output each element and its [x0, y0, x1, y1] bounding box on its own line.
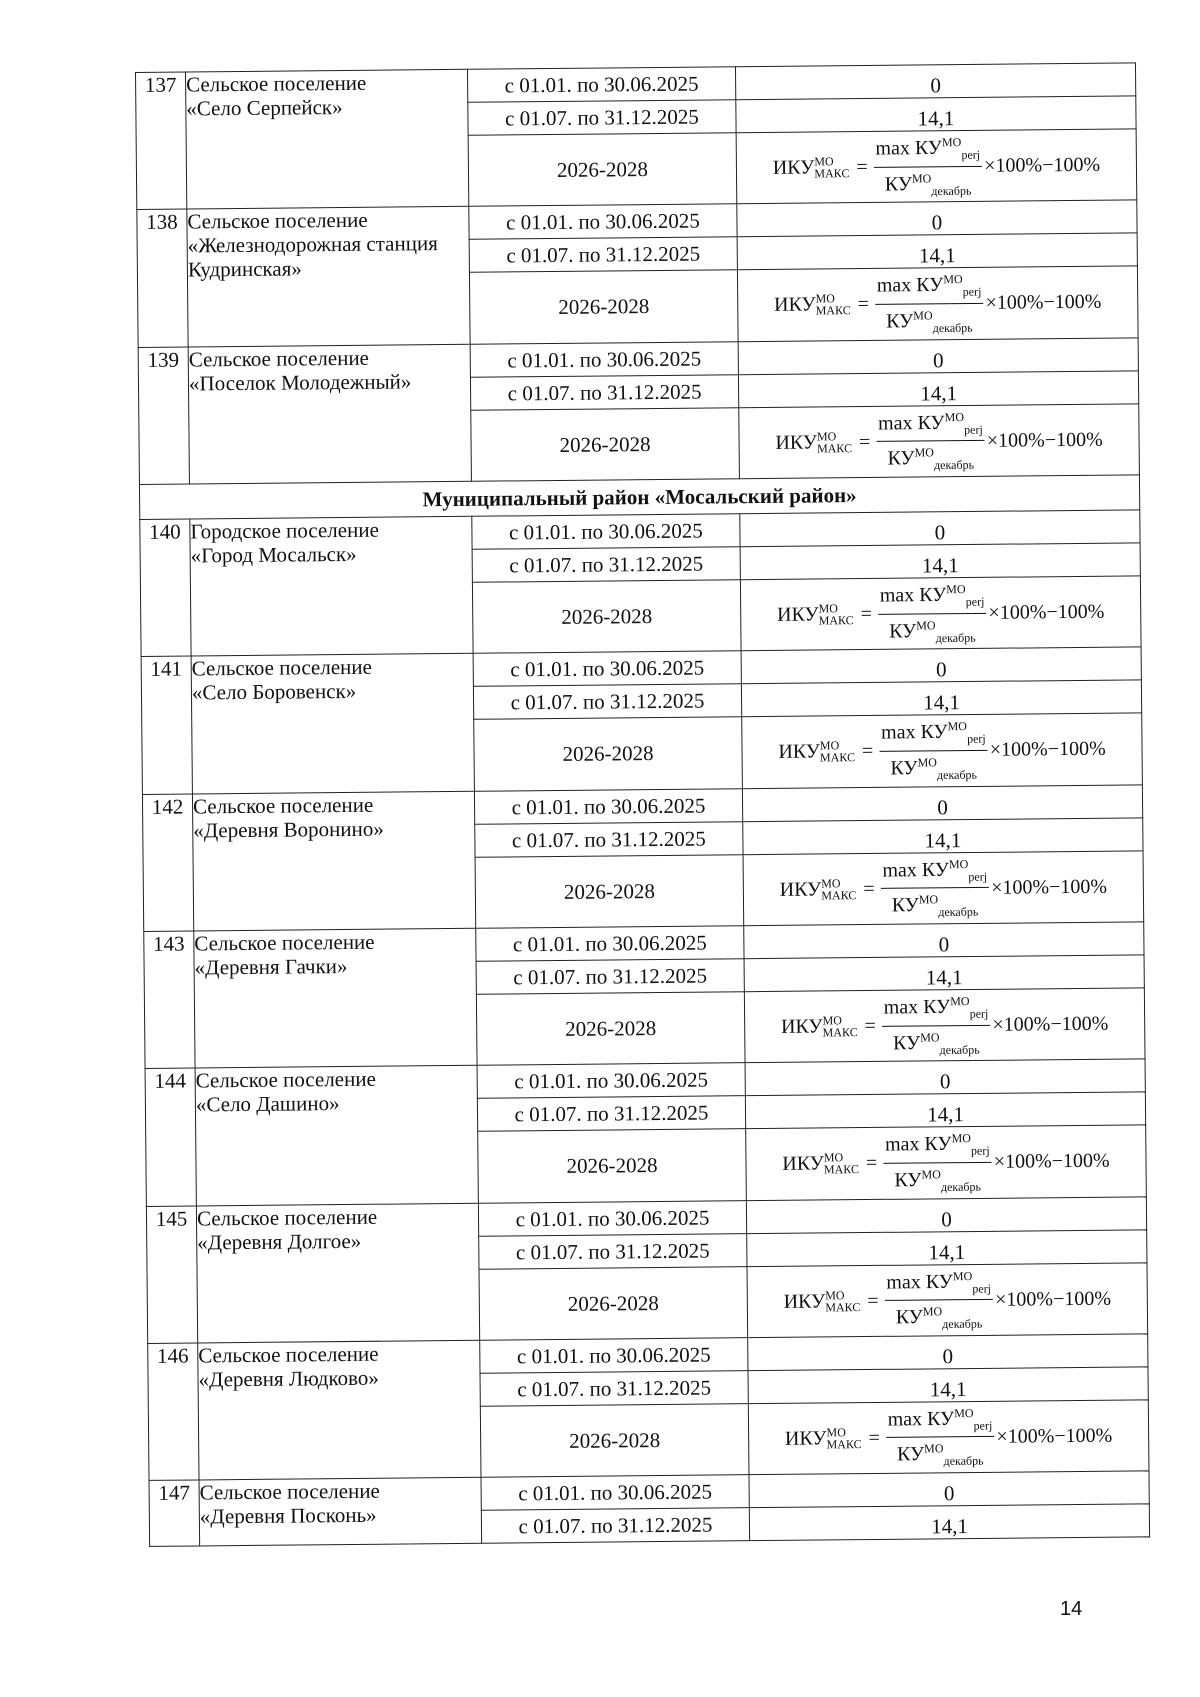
- value-second-half: 14,1: [747, 1229, 1147, 1266]
- settlement-type: Сельское поселение: [196, 1204, 378, 1230]
- row-number: 137: [136, 72, 187, 210]
- formula-den-sup: МО: [917, 755, 937, 770]
- section-title: Муниципальный район «Мосальский район»: [139, 475, 1139, 520]
- formula-den-sup: МО: [911, 171, 932, 186]
- formula-numerator: [873, 131, 982, 168]
- formula-fraction: [878, 578, 987, 649]
- value-second-half: 14,1: [748, 1367, 1148, 1404]
- formula-lhs-sub: МАКС: [819, 750, 856, 765]
- formula-den: КУ: [889, 619, 917, 643]
- formula-cell: [736, 129, 1137, 204]
- formula-den-sup: МО: [913, 308, 933, 323]
- formula-num: max КУ: [886, 1270, 954, 1293]
- settlement-name-cell: [191, 654, 474, 794]
- settlement-name-cell: [186, 69, 469, 209]
- formula-tail: ×100%−100%: [988, 600, 1105, 624]
- period-years: 2026-2028: [478, 1129, 747, 1203]
- settlement-type: Сельское поселение: [192, 792, 374, 819]
- period-years: 2026-2028: [475, 854, 744, 928]
- formula-cell: [740, 576, 1141, 651]
- formula-num-sub: perj: [965, 594, 985, 609]
- settlement-name: «Железнодорожная станция: [187, 231, 438, 258]
- formula-lhs: ИКУ: [780, 1015, 823, 1038]
- period-first-half: с 01.01. по 30.06.2025: [473, 651, 741, 687]
- formula-den: КУ: [884, 172, 913, 196]
- formula-lhs-sub: МАКС: [825, 1299, 861, 1315]
- formula-eq: =: [863, 877, 875, 900]
- formula-den: КУ: [886, 310, 914, 333]
- value-second-half: 14,1: [744, 955, 1144, 992]
- settlement-type: Сельское поселение: [194, 929, 375, 956]
- settlement-type: Городское поселение: [190, 517, 379, 544]
- formula-num-sup: МО: [950, 993, 970, 1009]
- formula: [741, 576, 1141, 650]
- formula: [737, 129, 1137, 203]
- table-body-kaluga-rows: [136, 63, 1140, 485]
- formula-lhs-indices: [816, 293, 851, 317]
- formula-denominator: [889, 614, 976, 649]
- formula-num: max КУ: [887, 1407, 955, 1431]
- period-years: 2026-2028: [480, 1403, 749, 1477]
- formula-tail: ×100%−100%: [991, 875, 1108, 899]
- formula-tail: ×100%−100%: [984, 153, 1101, 178]
- formula-lhs-indices: [826, 1426, 861, 1450]
- formula-fraction: [883, 1127, 992, 1198]
- formula-denominator: [886, 304, 973, 339]
- value-first-half: 0: [744, 922, 1144, 959]
- formula-numerator: [880, 852, 989, 889]
- formula-eq: =: [864, 1014, 877, 1038]
- tariff-table: [135, 62, 1150, 1547]
- formula-den-sup: МО: [922, 1304, 943, 1319]
- formula-den: КУ: [896, 1443, 925, 1466]
- formula-denominator: [885, 167, 972, 202]
- formula-cell: [744, 988, 1145, 1063]
- formula-num-sub: perj: [969, 1006, 989, 1021]
- period-years: 2026-2028: [468, 133, 737, 207]
- value-second-half: 14,1: [737, 233, 1137, 270]
- formula-num-sub: perj: [972, 1280, 992, 1296]
- formula: [738, 267, 1138, 341]
- value-second-half: 14,1: [743, 817, 1143, 854]
- period-second-half: с 01.07. по 31.12.2025: [481, 1508, 749, 1544]
- formula-num: max КУ: [879, 583, 947, 607]
- period-first-half: с 01.01. по 30.06.2025: [467, 67, 735, 103]
- period-second-half: с 01.07. по 31.12.2025: [480, 1370, 748, 1406]
- formula-num-sup: МО: [941, 135, 962, 150]
- settlement-name-cell: [199, 1477, 482, 1546]
- formula-eq: =: [860, 603, 873, 626]
- settlement-name-cell: [190, 516, 473, 656]
- period-first-half: с 01.01. по 30.06.2025: [472, 514, 740, 550]
- formula-lhs-sub: МАКС: [822, 1025, 858, 1040]
- formula-cell: [737, 266, 1138, 341]
- formula-cell: [739, 404, 1140, 479]
- formula-eq: =: [867, 1289, 879, 1312]
- formula-cell: [742, 713, 1143, 788]
- row-number: 138: [137, 209, 188, 347]
- formula-lhs: ИКУ: [775, 431, 818, 454]
- formula-num-sub: perj: [961, 147, 981, 162]
- value-first-half: 0: [749, 1471, 1149, 1508]
- page-number: 14: [1060, 1598, 1083, 1620]
- period-years: 2026-2028: [474, 717, 743, 791]
- period-second-half: с 01.07. по 31.12.2025: [468, 100, 736, 136]
- settlement-type: Сельское поселение: [195, 1066, 376, 1093]
- formula-den: КУ: [894, 1169, 922, 1192]
- formula-den-sup: МО: [924, 1441, 944, 1456]
- formula-denominator: [892, 888, 979, 923]
- settlement-type: Сельское поселение: [188, 345, 370, 372]
- formula-num: max КУ: [878, 411, 945, 435]
- formula-tail: ×100%−100%: [993, 1150, 1110, 1174]
- formula-lhs-sup: МО: [814, 154, 834, 169]
- value-first-half: 0: [742, 784, 1142, 821]
- formula-num-sup: МО: [944, 409, 965, 424]
- period-second-half: с 01.07. по 31.12.2025: [470, 374, 738, 410]
- settlement-name-cell: [192, 791, 475, 931]
- formula-fraction: [873, 131, 982, 202]
- settlement-name-cell: [198, 1340, 481, 1480]
- settlement-name: «Деревня Гачки»: [194, 953, 348, 980]
- formula: [745, 988, 1145, 1062]
- formula-tail: ×100%−100%: [986, 428, 1103, 452]
- formula: [744, 851, 1144, 925]
- period-second-half: с 01.07. по 31.12.2025: [473, 684, 741, 720]
- formula-num-sup: МО: [954, 1405, 974, 1421]
- formula-eq: =: [868, 1426, 880, 1449]
- value-first-half: 0: [746, 1196, 1146, 1233]
- formula-num-sub: perj: [962, 284, 982, 300]
- formula-num-sub: perj: [964, 422, 983, 437]
- period-years: 2026-2028: [469, 270, 738, 344]
- formula-lhs-sup: МО: [815, 291, 836, 306]
- formula-lhs-sup: МО: [821, 875, 841, 891]
- formula-den-sub: декабрь: [931, 183, 972, 198]
- period-first-half: с 01.01. по 30.06.2025: [480, 1337, 748, 1373]
- formula-tail: ×100%−100%: [992, 1012, 1109, 1036]
- formula-lhs-sup: МО: [826, 1425, 846, 1440]
- formula-lhs-sub: МАКС: [823, 1162, 860, 1177]
- formula-lhs-sub: МАКС: [816, 440, 853, 456]
- formula-lhs-sup: МО: [818, 601, 838, 616]
- settlement-name-cell: [187, 207, 470, 347]
- formula-num-sup: МО: [943, 272, 963, 287]
- formula-tail: ×100%−100%: [994, 1287, 1112, 1311]
- formula: [739, 404, 1139, 478]
- formula-den-sup: МО: [914, 445, 934, 460]
- formula-eq: =: [861, 740, 874, 763]
- formula-num-sup: МО: [946, 581, 966, 597]
- formula-lhs-sub: МАКС: [815, 303, 851, 318]
- formula-num: max КУ: [876, 274, 944, 297]
- formula-numerator: [882, 990, 991, 1027]
- value-second-half: 14,1: [740, 543, 1140, 580]
- settlement-type: Сельское поселение: [199, 1478, 380, 1505]
- formula-cell: [743, 850, 1144, 925]
- formula-lhs-sub: МАКС: [818, 613, 854, 628]
- formula-numerator: [876, 405, 985, 442]
- settlement-name: «Поселок Молодежный»: [188, 368, 412, 396]
- formula-eq: =: [857, 293, 870, 316]
- formula-numerator: [879, 715, 988, 752]
- period-years: 2026-2028: [476, 992, 745, 1066]
- formula-den-sub: декабрь: [936, 767, 978, 782]
- formula-den: КУ: [895, 1306, 923, 1329]
- row-number: 143: [144, 931, 195, 1069]
- formula-lhs-indices: [819, 602, 854, 626]
- period-second-half: с 01.07. по 31.12.2025: [479, 1233, 747, 1269]
- formula-cell: [746, 1125, 1147, 1200]
- period-first-half: с 01.01. по 30.06.2025: [469, 204, 737, 240]
- formula-num-sup: МО: [947, 719, 967, 734]
- formula-lhs: ИКУ: [778, 740, 821, 764]
- formula-denominator: [887, 441, 974, 476]
- settlement-name: «Село Дашино»: [195, 1091, 340, 1117]
- formula-lhs-indices: [817, 430, 852, 454]
- formula-num-sub: perj: [973, 1418, 993, 1433]
- period-second-half: с 01.07. по 31.12.2025: [469, 237, 737, 273]
- row-number: 145: [146, 1205, 197, 1343]
- formula-fraction: [879, 715, 988, 786]
- settlement-name-cell: [188, 344, 471, 484]
- settlement-name-cell: [195, 1065, 478, 1205]
- value-first-half: 0: [741, 647, 1141, 684]
- formula-numerator: [884, 1264, 993, 1301]
- settlement-type: Сельское поселение: [198, 1341, 379, 1368]
- formula-den-sub: декабрь: [938, 904, 979, 920]
- formula-num: max КУ: [882, 858, 950, 882]
- period-second-half: с 01.07. по 31.12.2025: [476, 959, 744, 995]
- formula-den-sub: декабрь: [935, 630, 976, 645]
- formula-denominator: [894, 1163, 981, 1198]
- formula-num-sup: МО: [948, 856, 969, 871]
- settlement-type: Сельское поселение: [186, 70, 367, 97]
- formula-numerator: [886, 1402, 995, 1439]
- formula-eq: =: [856, 156, 868, 179]
- formula-num-sub: perj: [970, 1143, 990, 1158]
- formula-num-sup: МО: [952, 1268, 973, 1283]
- formula-lhs-sub: МАКС: [826, 1437, 862, 1452]
- row-number: 142: [142, 794, 193, 932]
- formula-denominator: [890, 751, 977, 786]
- formula-fraction: [875, 268, 984, 339]
- formula-fraction: [884, 1264, 993, 1335]
- value-second-half: 14,1: [738, 371, 1138, 408]
- period-first-half: с 01.01. по 30.06.2025: [478, 1200, 746, 1236]
- table-body-mosalsk-rows: [140, 510, 1150, 1547]
- formula-lhs-sub: МАКС: [814, 166, 850, 181]
- formula-tail: ×100%−100%: [985, 291, 1102, 315]
- formula-lhs-sub: МАКС: [821, 887, 857, 903]
- value-first-half: 0: [748, 1334, 1148, 1371]
- formula-den-sub: декабрь: [942, 1316, 983, 1332]
- tariff-table-sheet: [135, 62, 1149, 1547]
- formula-den: КУ: [891, 894, 920, 917]
- formula-num: max КУ: [880, 721, 948, 744]
- settlement-name-cell: [194, 928, 477, 1068]
- formula-lhs-indices: [825, 1289, 860, 1313]
- value-second-half: 14,1: [736, 96, 1136, 133]
- formula-lhs: ИКУ: [772, 156, 815, 180]
- formula-fraction: [876, 405, 985, 476]
- settlement-name-cell: [196, 1203, 479, 1343]
- formula-num-sup: МО: [951, 1131, 971, 1146]
- row-number: 139: [138, 347, 189, 485]
- period-years: 2026-2028: [471, 407, 740, 481]
- settlement-type: Сельское поселение: [191, 655, 373, 681]
- settlement-name: «Город Мосальск»: [190, 541, 357, 568]
- formula-den-sub: декабрь: [943, 1454, 984, 1469]
- formula-lhs: ИКУ: [783, 1290, 826, 1313]
- formula-den-sub: декабрь: [940, 1179, 982, 1194]
- settlement-type: Сельское поселение: [187, 208, 368, 234]
- row-number: 141: [141, 656, 192, 794]
- formula: [742, 714, 1142, 788]
- formula-den-sup: МО: [916, 617, 936, 633]
- formula-den: КУ: [893, 1031, 921, 1054]
- formula-numerator: [883, 1127, 992, 1164]
- formula-cell: [748, 1400, 1149, 1475]
- formula-lhs: ИКУ: [779, 878, 822, 901]
- formula-lhs-indices: [822, 1014, 857, 1038]
- formula-fraction: [882, 990, 991, 1061]
- formula-tail: ×100%−100%: [996, 1424, 1113, 1448]
- formula-lhs-sup: МО: [825, 1287, 845, 1303]
- formula: [747, 1263, 1147, 1337]
- settlement-name-cont: Кудринская»: [187, 256, 302, 282]
- formula-lhs-sup: МО: [816, 429, 837, 444]
- period-second-half: с 01.07. по 31.12.2025: [472, 547, 740, 583]
- formula-denominator: [896, 1300, 983, 1335]
- settlement-name: «Село Серпейск»: [186, 95, 343, 121]
- formula-den-sub: декабрь: [933, 457, 975, 473]
- settlement-name: «Деревня Воронино»: [193, 816, 384, 843]
- formula-lhs-indices: [821, 877, 856, 901]
- period-first-half: с 01.01. по 30.06.2025: [481, 1475, 749, 1511]
- formula-lhs-sup: МО: [823, 1150, 844, 1165]
- period-second-half: с 01.07. по 31.12.2025: [477, 1096, 745, 1132]
- period-first-half: с 01.01. по 30.06.2025: [477, 1063, 745, 1099]
- formula-num: max КУ: [884, 1133, 952, 1156]
- formula-lhs-indices: [824, 1151, 859, 1175]
- formula-eq: =: [858, 430, 871, 453]
- formula-lhs-sup: МО: [819, 738, 840, 753]
- row-number: 146: [148, 1343, 199, 1481]
- period-first-half: с 01.01. по 30.06.2025: [474, 788, 742, 824]
- formula-lhs: ИКУ: [776, 603, 819, 626]
- value-first-half: 0: [737, 200, 1137, 237]
- formula-num: max КУ: [883, 995, 951, 1019]
- settlement-name: «Деревня Долгое»: [197, 1228, 362, 1254]
- formula-eq: =: [865, 1152, 878, 1175]
- formula-den: КУ: [887, 447, 915, 470]
- value-first-half: 0: [740, 510, 1140, 547]
- formula-fraction: [886, 1402, 995, 1473]
- formula-den-sub: декабрь: [932, 320, 973, 335]
- period-years: 2026-2028: [472, 580, 741, 654]
- period-first-half: с 01.01. по 30.06.2025: [470, 341, 738, 377]
- period-years: 2026-2028: [479, 1266, 748, 1340]
- formula-lhs: ИКУ: [774, 293, 816, 317]
- value-second-half: 14,1: [745, 1092, 1145, 1129]
- formula-num-sub: perj: [968, 869, 988, 884]
- formula-numerator: [875, 268, 984, 305]
- formula-fraction: [880, 852, 989, 923]
- value-second-half: 14,1: [741, 680, 1141, 717]
- formula-den-sup: МО: [921, 1167, 941, 1182]
- formula-den-sup: МО: [918, 892, 939, 907]
- formula-numerator: [878, 578, 987, 615]
- row-number: 140: [140, 519, 191, 657]
- formula-lhs-sup: МО: [822, 1013, 842, 1028]
- period-second-half: с 01.07. по 31.12.2025: [475, 821, 743, 857]
- value-first-half: 0: [738, 338, 1138, 375]
- formula-tail: ×100%−100%: [989, 738, 1106, 762]
- row-number: 147: [149, 1480, 200, 1546]
- settlement-name: «Деревня Людково»: [198, 1365, 379, 1392]
- formula: [749, 1400, 1149, 1474]
- formula: [746, 1126, 1146, 1200]
- row-number: 144: [145, 1068, 196, 1206]
- formula-denominator: [897, 1437, 984, 1472]
- value-first-half: 0: [745, 1059, 1145, 1096]
- formula-lhs: ИКУ: [782, 1152, 825, 1176]
- settlement-name: «Деревня Посконь»: [199, 1502, 377, 1529]
- formula-num-sub: perj: [966, 731, 986, 746]
- formula-cell: [747, 1262, 1148, 1337]
- formula-denominator: [893, 1025, 980, 1060]
- value-first-half: 0: [735, 63, 1135, 100]
- formula-den-sub: декабрь: [939, 1042, 980, 1057]
- formula-lhs: ИКУ: [784, 1427, 827, 1450]
- formula-lhs-indices: [814, 155, 849, 179]
- formula-num: max КУ: [875, 136, 943, 160]
- settlement-name: «Село Боровенск»: [191, 679, 357, 705]
- formula-den: КУ: [890, 757, 918, 780]
- period-first-half: с 01.01. по 30.06.2025: [476, 926, 744, 962]
- formula-lhs-indices: [820, 740, 855, 764]
- formula-den-sup: МО: [920, 1029, 940, 1045]
- value-second-half: 14,1: [749, 1504, 1149, 1541]
